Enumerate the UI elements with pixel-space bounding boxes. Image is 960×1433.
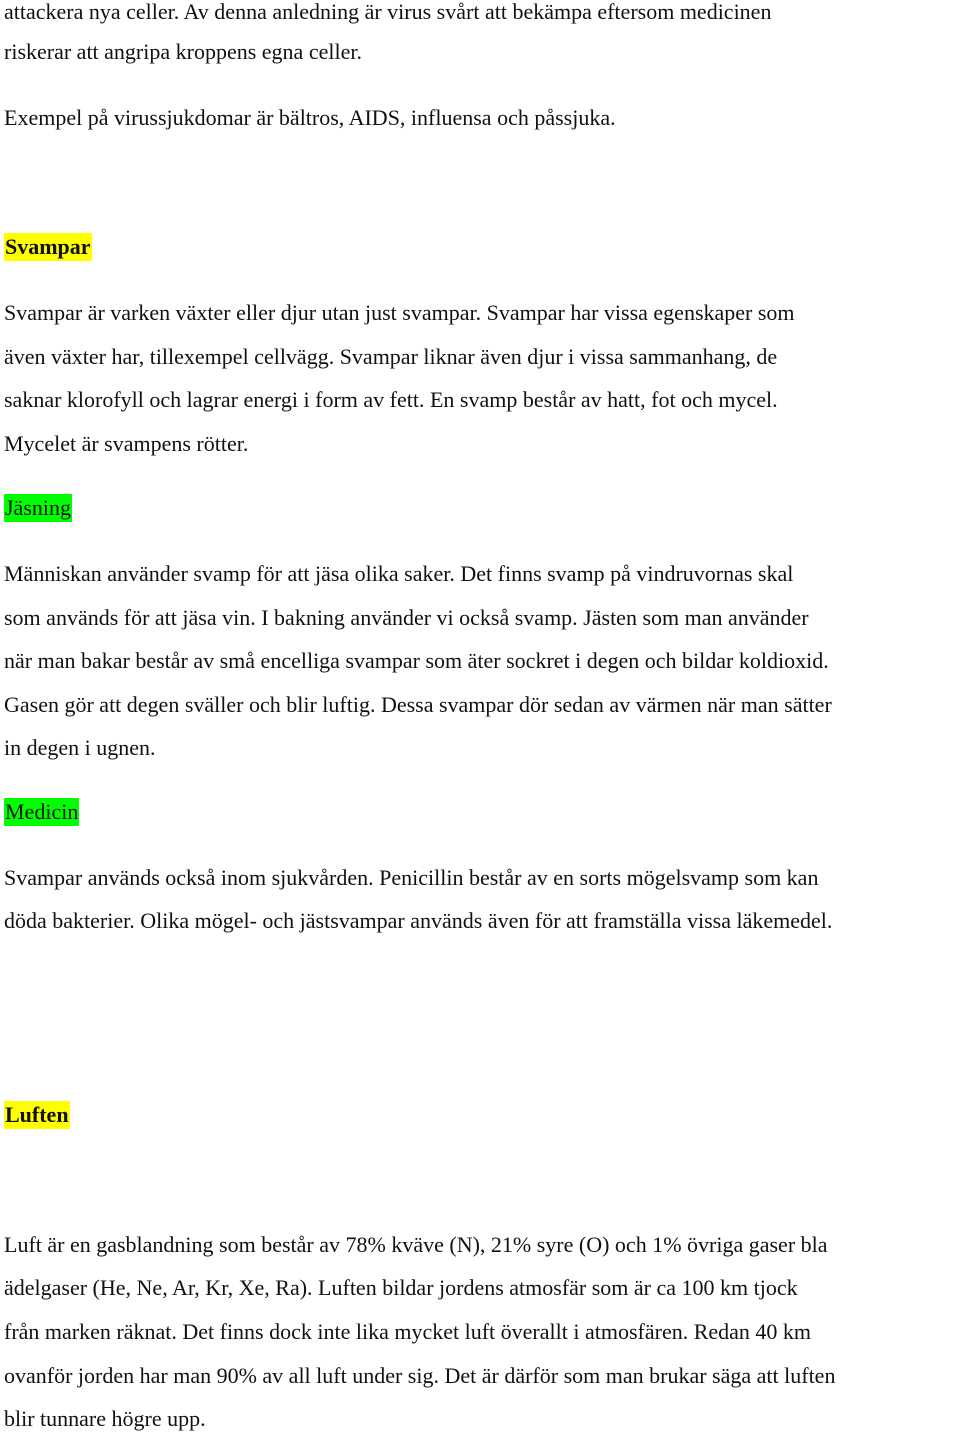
heading-luften-text: Luften xyxy=(5,1102,69,1127)
svampar-line: även växter har, tillexempel cellvägg. Svampar liknar även djur i vissa sammanhang, de xyxy=(4,344,778,369)
heading-jasning xyxy=(4,494,72,522)
intro-example: Exempel på virussjukdomar är bältros, AIDS, influensa och påssjuka. xyxy=(4,105,616,130)
luften-line: blir tunnare högre upp. xyxy=(4,1406,206,1431)
luften-line: från marken räknat. Det finns dock inte lika mycket luft överallt i atmosfären. Redan 40 km xyxy=(4,1319,812,1344)
heading-luften xyxy=(4,1101,70,1129)
jasning-line: när man bakar består av små encelliga svampar som äter sockret i degen och bildar koldioxid. xyxy=(4,648,829,673)
svampar-line: Mycelet är svampens rötter. xyxy=(4,431,249,456)
svampar-line: saknar klorofyll och lagrar energi i form av fett. En svamp består av hatt, fot och mycel. xyxy=(4,387,778,412)
jasning-line: Människan använder svamp för att jäsa olika saker. Det finns svamp på vindruvornas skal xyxy=(4,561,794,586)
heading-jasning-text: Jäsning xyxy=(5,495,71,520)
luften-line: Luft är en gasblandning som består av 78% kväve (N), 21% syre (O) och 1% övriga gaser bla xyxy=(4,1232,828,1257)
svampar-line: Svampar är varken växter eller djur utan just svampar. Svampar har vissa egenskaper som xyxy=(4,300,795,325)
heading-svampar-text: Svampar xyxy=(5,234,91,259)
medicin-line: döda bakterier. Olika mögel- och jästsvampar används även för att framställa vissa läkemedel. xyxy=(4,908,833,933)
jasning-line: in degen i ugnen. xyxy=(4,735,156,760)
intro-line: riskerar att angripa kroppens egna celler. xyxy=(4,39,362,64)
luften-line: ovanför jorden har man 90% av all luft under sig. Det är därför som man brukar säga att luften xyxy=(4,1363,836,1388)
intro-line: attackera nya celler. Av denna anledning är virus svårt att bekämpa eftersom medicinen xyxy=(4,0,772,24)
heading-medicin-text: Medicin xyxy=(5,799,79,824)
heading-svampar xyxy=(4,233,92,261)
luften-line: ädelgaser (He, Ne, Ar, Kr, Xe, Ra). Luften bildar jordens atmosfär som är ca 100 km tjock xyxy=(4,1275,798,1300)
heading-medicin xyxy=(4,798,79,826)
medicin-line: Svampar används också inom sjukvården. Penicillin består av en sorts mögelsvamp som kan xyxy=(4,865,819,890)
jasning-line: som används för att jäsa vin. I bakning använder vi också svamp. Jästen som man använder xyxy=(4,605,809,630)
jasning-line: Gasen gör att degen sväller och blir luftig. Dessa svampar dör sedan av värmen när man sätter xyxy=(4,692,832,717)
